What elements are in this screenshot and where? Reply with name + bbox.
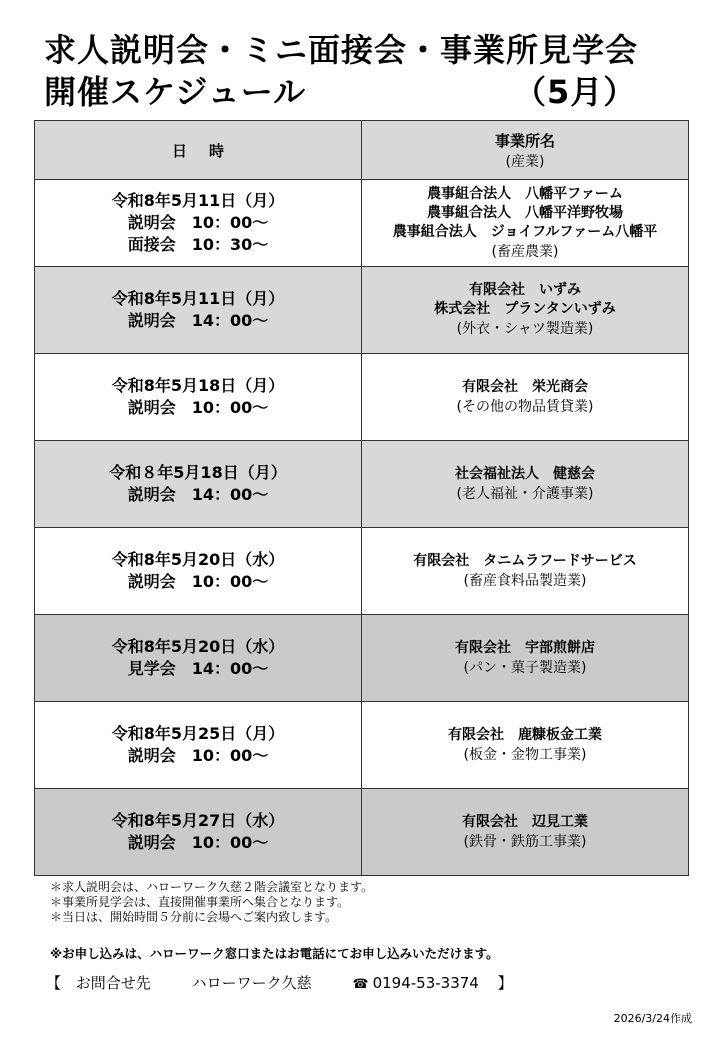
company-name: 有限会社 宇部煎餅店	[455, 639, 595, 656]
event-time: 見学会 14：00〜	[127, 659, 269, 678]
industry-label: (畜産農業)	[491, 243, 559, 260]
application-note: ※お申し込みは、ハローワーク窓口またはお電話にてお申し込みいただけます。	[50, 946, 499, 961]
contact-phone[interactable]	[352, 974, 478, 992]
company-cell	[362, 441, 689, 528]
company-name: 農事組合法人 八幡平洋野牧場	[427, 204, 623, 221]
contact-close-bracket: 】	[497, 974, 513, 992]
date-cell	[35, 441, 362, 528]
event-date: 令和8年5月18日（月）	[111, 376, 285, 395]
phone-icon: ☎	[352, 977, 369, 992]
company-name: 農事組合法人 八幡平ファーム	[427, 185, 623, 202]
contact-open-bracket: 【	[46, 974, 62, 992]
table-row	[35, 702, 689, 789]
company-name: 社会福祉法人 健慈会	[455, 465, 595, 482]
company-name: 有限会社 栄光商会	[462, 378, 588, 395]
company-name: 株式会社 プランタンいずみ	[434, 301, 616, 317]
event-time: 面接会 10：30〜	[127, 235, 269, 254]
created-date: 2026/3/24作成	[613, 1012, 692, 1025]
event-date: 令和8年5月11日（月）	[111, 191, 285, 210]
event-date: 令和8年5月11日（月）	[111, 289, 285, 308]
date-cell	[35, 354, 362, 441]
header-industry-label: (産業)	[505, 153, 545, 170]
industry-label: (鉄骨・鉄筋工事業)	[463, 833, 587, 850]
event-time: 説明会 10：00〜	[127, 398, 269, 417]
event-time: 説明会 10：00〜	[127, 572, 269, 591]
event-date: 令和8年5月27日（水）	[111, 811, 285, 830]
date-cell	[35, 267, 362, 354]
company-cell	[362, 354, 689, 441]
industry-label: (その他の物品賃貸業)	[456, 398, 594, 415]
company-cell	[362, 789, 689, 876]
event-time: 説明会 14：00〜	[127, 485, 269, 504]
company-cell	[362, 615, 689, 702]
industry-label: (外衣・シャツ製造業)	[456, 321, 594, 337]
table-header	[35, 121, 689, 180]
industry-label: (老人福祉・介護事業)	[456, 485, 594, 502]
phone-number: 0194-53-3374	[372, 974, 479, 992]
page-subtitle	[44, 72, 637, 112]
event-date: 令和8年5月20日（水）	[111, 637, 285, 656]
note-item: ＊事業所見学会は、直接開催事業所へ集合となります。	[50, 895, 350, 909]
table-row	[35, 267, 689, 354]
event-time: 説明会 10：00〜	[127, 833, 269, 852]
date-cell	[35, 180, 362, 267]
company-name: 農事組合法人 ジョイフルファーム八幡平	[392, 223, 658, 240]
company-cell	[362, 180, 689, 267]
event-time: 説明会 10：00〜	[127, 213, 269, 232]
date-cell	[35, 702, 362, 789]
header-company-label: 事業所名	[494, 131, 555, 150]
event-time: 説明会 14：00〜	[127, 311, 269, 330]
company-cell	[362, 702, 689, 789]
date-cell	[35, 528, 362, 615]
notes	[50, 880, 373, 925]
industry-label: (パン・菓子製造業)	[463, 659, 587, 676]
table-row	[35, 789, 689, 876]
company-cell	[362, 528, 689, 615]
table-row	[35, 528, 689, 615]
note-item: ＊求人説明会は、ハローワーク久慈２階会議室となります。	[50, 880, 374, 894]
industry-label: (板金・金物工事業)	[463, 746, 587, 763]
table-row	[35, 615, 689, 702]
date-cell	[35, 615, 362, 702]
header-company	[362, 121, 689, 180]
company-name: 有限会社 いずみ	[469, 282, 581, 298]
table-row	[35, 180, 689, 267]
header-date: 日時	[35, 121, 362, 180]
event-date: 令和8年5月20日（水）	[111, 550, 285, 569]
company-name: 有限会社 タニムラフードサービス	[413, 552, 637, 569]
contact-label: お問合せ先	[75, 974, 151, 992]
event-date: 令和8年5月25日（月）	[111, 724, 285, 743]
company-name: 有限会社 辺見工業	[462, 813, 588, 830]
company-cell	[362, 267, 689, 354]
table-row	[35, 441, 689, 528]
company-name: 有限会社 鹿糠板金工業	[448, 726, 602, 743]
date-cell	[35, 789, 362, 876]
note-item: ＊当日は、開始時間５分前に会場へご案内致します。	[50, 910, 338, 924]
event-date: 令和８年5月18日（月）	[109, 463, 287, 482]
page-title: 求人説明会・ミニ面接会・事業所見学会	[44, 31, 639, 69]
contact-office: ハローワーク久慈	[191, 974, 312, 992]
table-row	[35, 354, 689, 441]
event-time: 説明会 10：00〜	[127, 746, 269, 765]
industry-label: (畜産食料品製造業)	[463, 572, 587, 589]
schedule-label: 開催スケジュール	[44, 73, 307, 111]
schedule-table	[34, 120, 689, 876]
month-label: （5月）	[514, 73, 637, 111]
contact-info	[46, 972, 513, 993]
